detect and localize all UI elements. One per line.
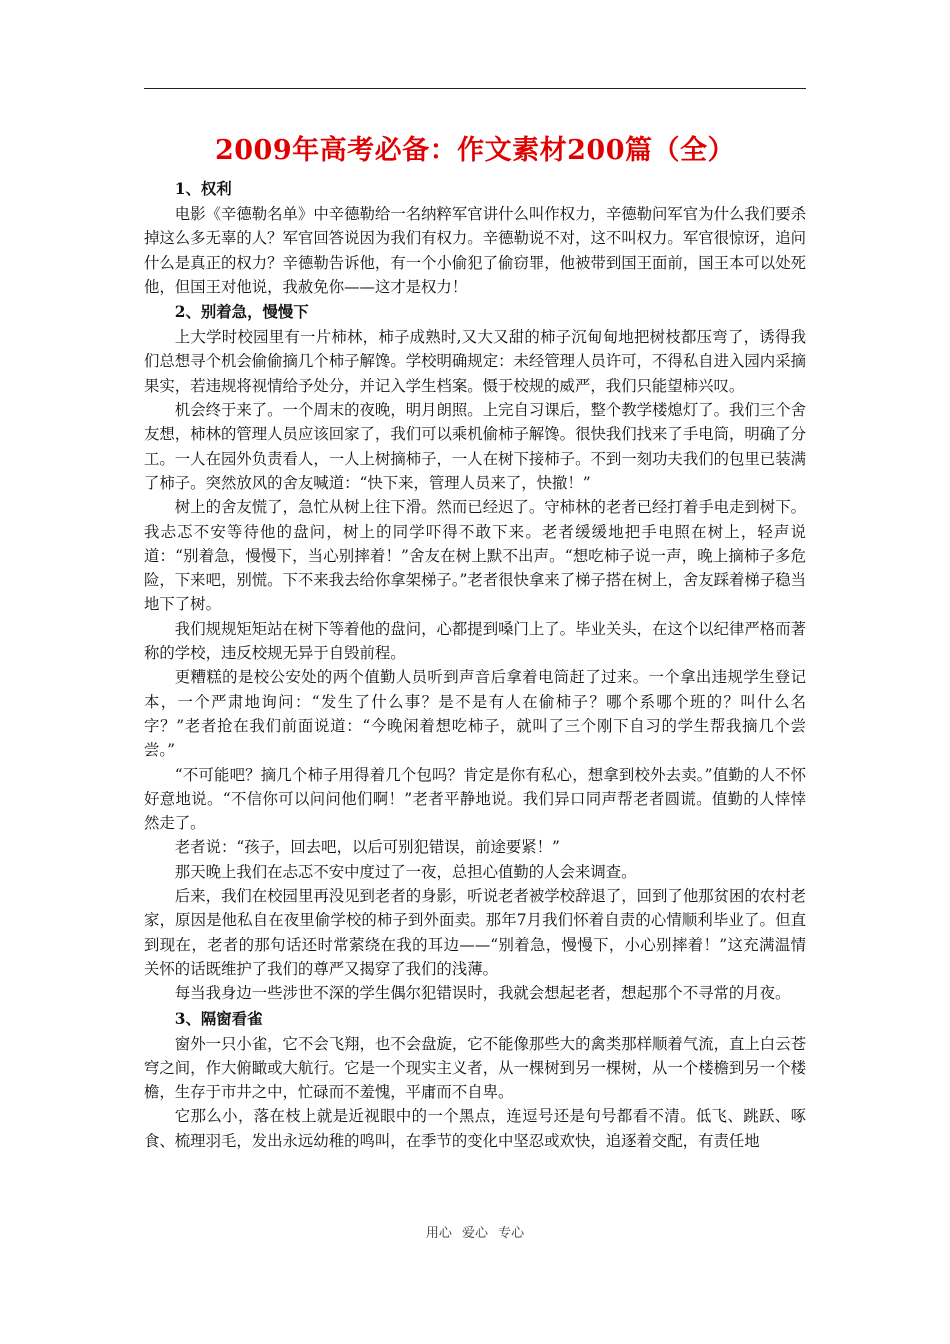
paragraph: 上大学时校园里有一片柿林，柿子成熟时,又大又甜的柿子沉甸甸地把树枝都压弯了，诱得我们总想寻个机会偷偷摘几个柿子解馋。学校明确规定：未经管理人员许可，不得私自进入园内采摘果实，若违规将视情给予处分，并记入学生档案。慑于校规的威严，我们只能望柿兴叹。 bbox=[144, 328, 806, 395]
paragraph: 树上的舍友慌了，急忙从树上往下滑。然而已经迟了。守柿林的老者已经打着手电走到树下。我忐忑不安等待他的盘问，树上的同学吓得不敢下来。老者缓缓地把手电照在树上，轻声说道：“别着急，慢慢下，当心别摔着！”舍友在树上默不出声。“想吃柿子说一声，晚上摘柿子多危险，下来吧，别慌。下不来我去给你拿架梯子。”老者很快拿来了梯子搭在树上，舍友踩着梯子稳当地下了树。 bbox=[144, 498, 806, 614]
paragraph: 窗外一只小雀，它不会飞翔，也不会盘旋，它不能像那些大的禽类那样顺着气流，直上白云苍穹之间，作大俯瞰或大航行。它是一个现实主义者，从一棵树到另一棵树，从一个楼檐到另一个楼檐，生存于市井之中，忙碌而不羞愧，平庸而不自卑。 bbox=[144, 1034, 806, 1102]
document-body bbox=[144, 176, 806, 1153]
section-heading: 3、隔窗看雀 bbox=[174, 1009, 263, 1028]
section-heading: 1、权利 bbox=[174, 180, 232, 198]
paragraph: 电影《辛德勒名单》中辛德勒给一名纳粹军官讲什么叫作权力，辛德勒问军官为什么我们要杀掉这么多无辜的人？军官回答说因为我们有权力。辛德勒说不对，这不叫权力。军官很惊讶，追问什么是真正的权力？辛德勒告诉他，有一个小偷犯了偷窃罪，他被带到国王面前，国王本可以处死他，但国王对他说，我赦免你——这才是权力！ bbox=[144, 205, 806, 296]
header-rule bbox=[144, 88, 806, 89]
paragraph: 那天晚上我们在忐忑不安中度过了一夜，总担心值勤的人会来调查。 bbox=[174, 862, 637, 881]
paragraph: 我们规规矩矩站在树下等着他的盘问，心都提到嗓门上了。毕业关头，在这个以纪律严格而著称的学校，违反校规无异于自毁前程。 bbox=[144, 619, 806, 663]
paragraph: 更糟糕的是校公安处的两个值勤人员听到声音后拿着电筒赶了过来。一个拿出违规学生登记本，一个严肃地询问：“发生了什么事？是不是有人在偷柿子？哪个系哪个班的？叫什么名字？”老者抢在我们前面说道：“今晚闲着想吃柿子，就叫了三个刚下自习的学生帮我摘几个尝尝。” bbox=[144, 668, 806, 760]
page-footer: 用心 爱心 专心 bbox=[425, 1226, 525, 1241]
section-heading: 2、别着急，慢慢下 bbox=[174, 303, 309, 322]
paragraph: 后来，我们在校园里再没见到老者的身影，听说老者被学校辞退了，回到了他那贫困的农村老家，原因是他私自在夜里偷学校的柿子到外面卖。那年7月我们怀着自责的心情顺利毕业了。但直到现在，老者的那句话还时常萦绕在我的耳边——“别着急，慢慢下，小心别摔着！”这充满温情关怀的话既维护了我们的尊严又揭穿了我们的浅薄。 bbox=[144, 887, 806, 978]
paragraph: 机会终于来了。一个周末的夜晚，明月朗照。上完自习课后，整个教学楼熄灯了。我们三个舍友想，柿林的管理人员应该回家了，我们可以乘机偷柿子解馋。很快我们找来了手电筒，明确了分工。一人在园外负责看人，一人上树摘柿子，一人在树下接柿子。不到一刻功夫我们的包里已装满了柿子。突然放风的舍友喊道：“快下来，管理人员来了，快撤！” bbox=[144, 401, 806, 492]
paragraph: 老者说：“孩子，回去吧，以后可别犯错误，前途要紧！” bbox=[174, 838, 560, 857]
paragraph: “不可能吧？摘几个柿子用得着几个包吗？肯定是你有私心，想拿到校外去卖。”值勤的人不怀好意地说。“不信你可以问问他们啊！”老者平静地说。我们异口同声帮老者圆谎。值勤的人悻悻然走了。 bbox=[144, 765, 806, 833]
document-title: 2009年高考必备：作文素材200篇（全） bbox=[214, 135, 735, 166]
paragraph: 它那么小，落在枝上就是近视眼中的一个黑点，连逗号还是句号都看不清。低飞、跳跃、啄食、梳理羽毛，发出永远幼稚的鸣叫，在季节的变化中坚忍或欢快，追逐着交配，有责任地 bbox=[144, 1107, 806, 1150]
paragraph: 每当我身边一些涉世不深的学生偶尔犯错误时，我就会想起老者，想起那个不寻常的月夜。 bbox=[174, 984, 791, 1003]
